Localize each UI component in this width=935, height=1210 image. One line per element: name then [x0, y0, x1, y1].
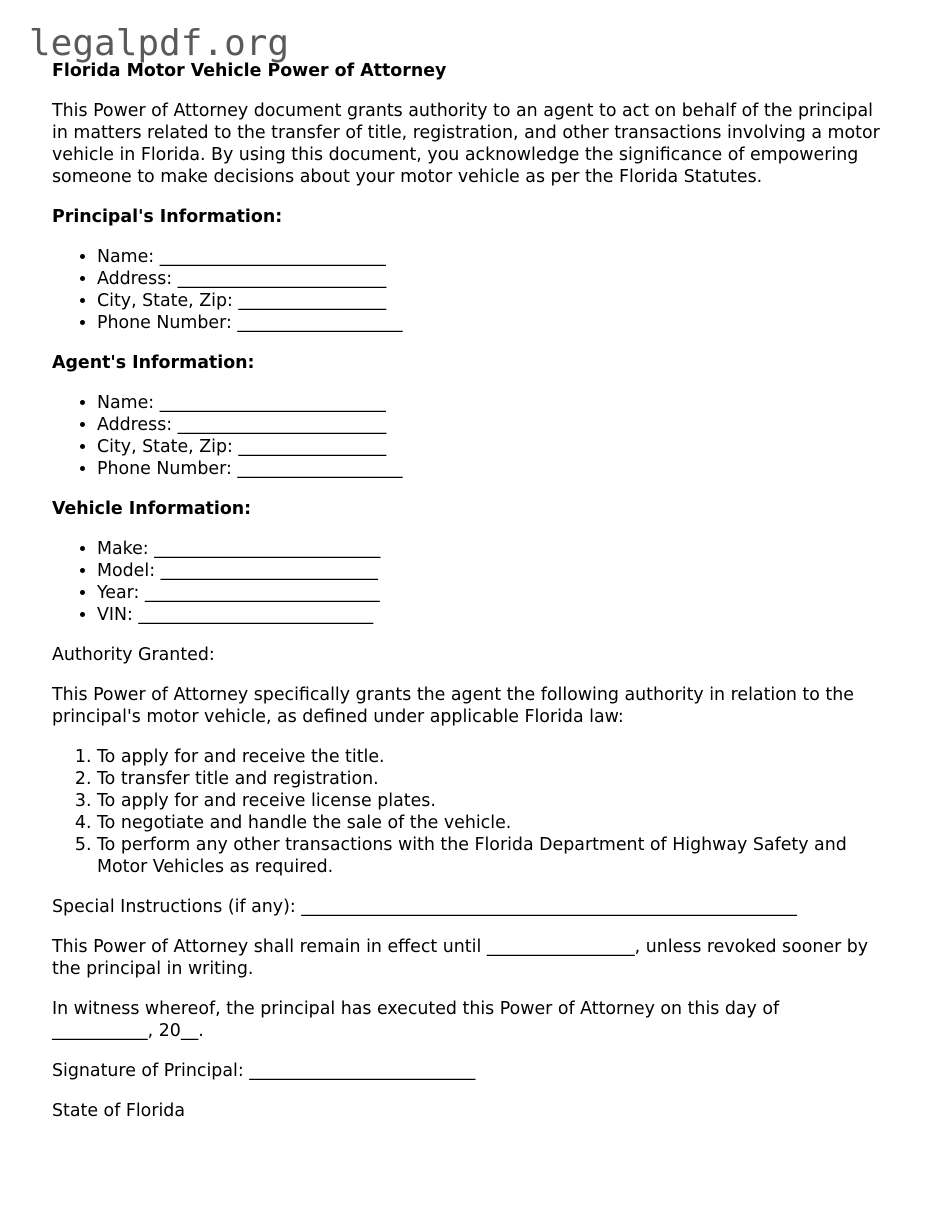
- principal-name-field: • Name: __________________________: [97, 246, 882, 268]
- principal-phone-field: • Phone Number: ___________________: [97, 312, 882, 334]
- vehicle-vin-field: • VIN: ___________________________: [97, 604, 882, 626]
- principal-address-field: • Address: ________________________: [97, 268, 882, 290]
- vehicle-heading: Vehicle Information:: [52, 499, 252, 519]
- authority-description: This Power of Attorney specifically grants the agent the following authority in relation to the principal's motor vehicle, as defined under applicable Florida law:: [52, 685, 854, 727]
- agent-city-field: • City, State, Zip: _________________: [97, 436, 882, 458]
- principal-fields: [52, 246, 882, 334]
- agent-fields: [52, 392, 882, 480]
- vehicle-fields: [52, 538, 882, 626]
- special-instructions-line: Special Instructions (if any): _________________________________________________________: [52, 897, 797, 917]
- agent-phone-field: • Phone Number: ___________________: [97, 458, 882, 480]
- effect-paragraph: This Power of Attorney shall remain in effect until _________________, unless revoked sooner by the principal in writing.: [52, 937, 869, 979]
- authority-item: 2. To transfer title and registration.: [97, 768, 882, 790]
- authority-heading: Authority Granted:: [52, 645, 215, 665]
- authority-item: 4. To negotiate and handle the sale of the vehicle.: [97, 812, 882, 834]
- agent-address-field: • Address: ________________________: [97, 414, 882, 436]
- agent-heading: Agent's Information:: [52, 353, 255, 373]
- authority-item: 1. To apply for and receive the title.: [97, 746, 882, 768]
- document: [52, 60, 882, 1140]
- witness-paragraph: In witness whereof, the principal has executed this Power of Attorney on this day of ___________, 20__.: [52, 999, 780, 1041]
- vehicle-year-field: • Year: ___________________________: [97, 582, 882, 604]
- document-title: Florida Motor Vehicle Power of Attorney: [52, 61, 447, 81]
- watermark-logo: legalpdf.org: [29, 23, 290, 64]
- authority-list: [52, 746, 882, 878]
- intro-paragraph: This Power of Attorney document grants authority to an agent to act on behalf of the principal in matters related to the transfer of title, registration, and other transactions involving a motor vehicle in Florida. By using this document, you acknowledge the significance of empowering someone to make decisions about your motor vehicle as per the Florida Statutes.: [52, 101, 880, 187]
- authority-item: 3. To apply for and receive license plates.: [97, 790, 882, 812]
- state-line: State of Florida: [52, 1101, 186, 1121]
- vehicle-model-field: • Model: _________________________: [97, 560, 882, 582]
- agent-name-field: • Name: __________________________: [97, 392, 882, 414]
- authority-item: 5. To perform any other transactions with the Florida Department of Highway Safety and Motor Vehicles as required.: [97, 834, 882, 878]
- signature-line: Signature of Principal: __________________________: [52, 1061, 476, 1081]
- principal-heading: Principal's Information:: [52, 207, 283, 227]
- principal-city-field: • City, State, Zip: _________________: [97, 290, 882, 312]
- vehicle-make-field: • Make: __________________________: [97, 538, 882, 560]
